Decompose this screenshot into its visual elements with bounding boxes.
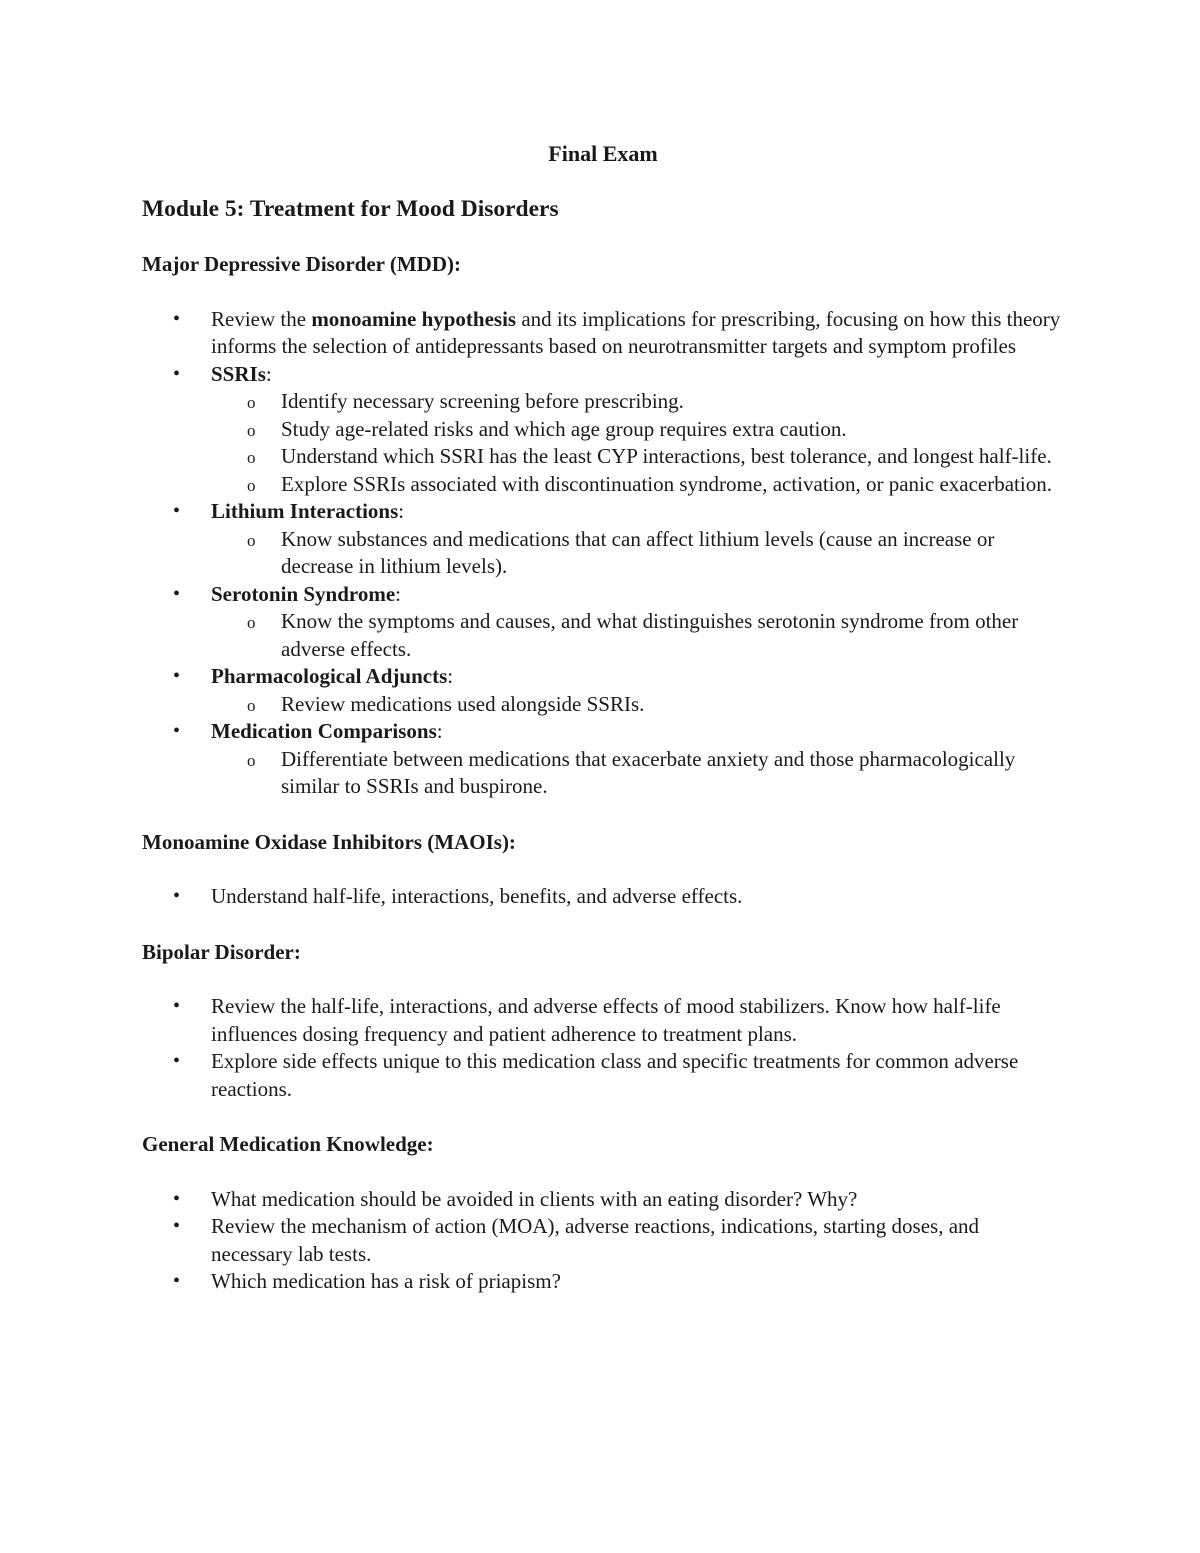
sub-list-item [210, 443, 1062, 471]
section-heading-mdd: Major Depressive Disorder (MDD): [142, 252, 461, 276]
item-colon: : [395, 581, 402, 606]
sub-item-text: Know substances and medications that can affect lithium levels (cause an increase or decrease in lithium levels). [281, 526, 995, 578]
section-heading-general: General Medication Knowledge: [142, 1132, 434, 1156]
lithium-sublist [211, 526, 1062, 581]
list-item [142, 883, 1062, 911]
item-text: Explore side effects unique to this medication class and specific treatments for common adverse reactions. [211, 1049, 1019, 1101]
section-general [142, 1131, 1062, 1296]
item-label: Pharmacological Adjuncts [211, 664, 448, 688]
sub-item-text: Review medications used alongside SSRIs. [281, 691, 645, 716]
item-text: Which medication has a risk of priapism? [211, 1269, 561, 1293]
maoi-list [142, 883, 1062, 911]
bullet-glyph: • [173, 500, 181, 522]
list-item [142, 1213, 1062, 1268]
section-mdd [142, 251, 1062, 801]
sub-bullet-glyph: o [247, 475, 256, 495]
sub-item-text: Identify necessary screening before prescribing. [281, 389, 684, 413]
section-heading-maoi: Monoamine Oxidase Inhibitors (MAOIs): [142, 829, 516, 854]
bullet-glyph: • [173, 582, 181, 605]
sub-bullet-glyph: o [247, 393, 256, 412]
sub-item-text: Know the symptoms and causes, and what distinguishes serotonin syndrome from other adverse effects. [281, 609, 1019, 661]
item-label: Lithium Interactions [211, 499, 399, 523]
comparisons-sublist [211, 746, 1062, 801]
section-bipolar [142, 939, 1062, 1104]
sub-list-item [210, 416, 1062, 444]
sub-list-item [210, 526, 1062, 581]
ssris-sublist [211, 388, 1062, 498]
bullet-glyph: • [173, 1050, 181, 1072]
list-item [142, 1186, 1062, 1214]
bullet-glyph: • [173, 720, 181, 742]
sub-list-item [210, 746, 1062, 801]
sub-bullet-glyph: o [247, 530, 256, 550]
item-colon: : [436, 719, 443, 743]
bullet-glyph: • [173, 885, 181, 907]
bullet-glyph: • [173, 1187, 181, 1210]
list-item [142, 1268, 1062, 1296]
bullet-glyph: • [173, 1270, 181, 1292]
section-maoi [142, 829, 1062, 911]
sub-bullet-glyph: o [247, 695, 256, 715]
list-item-adjuncts [142, 663, 1062, 718]
bipolar-list [142, 993, 1062, 1103]
bullet-glyph: • [173, 665, 181, 687]
sub-bullet-glyph: o [247, 613, 256, 632]
bullet-glyph: • [173, 362, 181, 385]
item-text: What medication should be avoided in clients with an eating disorder? Why? [211, 1186, 858, 1211]
document-body [142, 140, 1062, 1324]
adjuncts-sublist [211, 691, 1062, 719]
list-item [142, 993, 1062, 1048]
page-title: Final Exam [548, 141, 658, 166]
item-label: Serotonin Syndrome [211, 581, 396, 606]
sub-list-item [210, 608, 1062, 663]
list-item [142, 306, 1062, 361]
item-text: Review the half-life, interactions, and adverse effects of mood stabilizers. Know how half-life influences dosing frequency and patient adherence to treatment plans. [211, 994, 1001, 1046]
sub-bullet-glyph: o [247, 420, 256, 440]
item-colon: : [265, 361, 272, 386]
item-label: Medication Comparisons [211, 719, 437, 743]
module-heading: Module 5: Treatment for Mood Disorders [142, 195, 559, 222]
bullet-glyph: • [173, 307, 181, 330]
sub-item-text: Explore SSRIs associated with discontinuation syndrome, activation, or panic exacerbation. [281, 471, 1052, 496]
sub-list-item [210, 691, 1062, 719]
mdd-list [142, 306, 1062, 801]
sub-bullet-glyph: o [247, 750, 256, 770]
item-text-prefix: Review the [211, 306, 312, 331]
sub-item-text: Study age-related risks and which age group requires extra caution. [281, 416, 847, 441]
list-item [142, 1048, 1062, 1103]
serotonin-sublist [211, 608, 1062, 663]
sub-list-item [210, 388, 1062, 416]
list-item-serotonin [142, 581, 1062, 664]
general-list [142, 1186, 1062, 1296]
item-text-suffix: and its implications for prescribing, focusing on how this theory informs the selection of antidepressants based on neurotransmitter targets and symptom profiles [211, 306, 1061, 358]
item-colon: : [398, 499, 405, 523]
item-text: Understand half-life, interactions, benefits, and adverse effects. [211, 884, 743, 908]
list-item-ssris [142, 361, 1062, 499]
section-heading-bipolar: Bipolar Disorder: [142, 939, 301, 964]
item-label: SSRIs [211, 361, 266, 386]
sub-item-text: Understand which SSRI has the least CYP interactions, best tolerance, and longest half-life. [281, 444, 1052, 468]
item-text-bold: monoamine hypothesis [311, 306, 517, 331]
bullet-glyph: • [173, 1215, 181, 1237]
sub-item-text: Differentiate between medications that exacerbate anxiety and those pharmacologically similar to SSRIs and buspirone. [281, 746, 1016, 798]
sub-list-item [210, 471, 1062, 499]
item-text: Review the mechanism of action (MOA), adverse reactions, indications, starting doses, and necessary lab tests. [211, 1214, 980, 1266]
list-item-comparisons [142, 718, 1062, 801]
bullet-glyph: • [173, 995, 181, 1017]
list-item-lithium [142, 498, 1062, 581]
item-colon: : [447, 664, 454, 688]
sub-bullet-glyph: o [247, 448, 256, 467]
